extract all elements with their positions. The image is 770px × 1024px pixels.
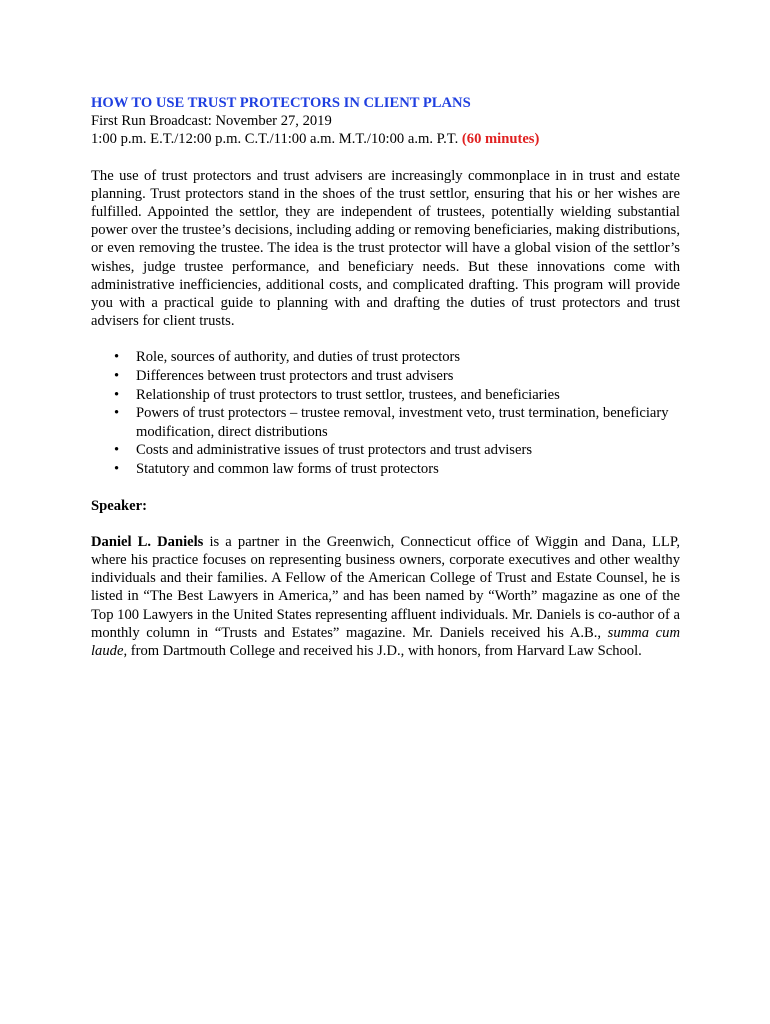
bullet-icon: • bbox=[114, 461, 120, 477]
bullet-icon: • bbox=[114, 386, 120, 403]
list-item bbox=[91, 441, 680, 460]
time-zones: 1:00 p.m. E.T./12:00 p.m. C.T./11:00 a.m. M.T./10:00 a.m. P.T. bbox=[91, 131, 459, 148]
list-item bbox=[91, 348, 680, 367]
topic-text: Powers of trust protectors – trustee removal, investment veto, trust termination, beneficiary modification, direct distributions bbox=[136, 405, 669, 440]
bullet-icon: • bbox=[114, 349, 120, 366]
topic-text: Costs and administrative issues of trust protectors and trust advisers bbox=[136, 442, 532, 459]
broadcast-date: First Run Broadcast: November 27, 2019 bbox=[91, 113, 332, 130]
program-description: The use of trust protectors and trust advisers are increasingly commonplace in in trust and estate planning. Trust protectors stand in the shoes of the trust settlor, ensuring that his or her wishes are fulfilled. Appointed the settlor, they are independent of trustees, potentially wielding substantial power over the trustee’s decisions, including adding or removing beneficiaries, making distributions, or even removing the trustee. The idea is the trust protector will have a global vision of the settlor’s wishes, judge trustee performance, and beneficiary needs. But these innovations come with administrative inefficiencies, additional costs, and complicated drafting. This program will provide you with a practical guide to planning with and drafting the duties of trust protectors and trust advisers for client trusts. bbox=[91, 167, 680, 330]
bio-text-part1: is a partner in the Greenwich, Connecticut office of Wiggin and Dana, LLP, where his practice focuses on representing business owners, corporate executives and other wealthy individuals and their families. A Fellow of the American College of Trust and Estate Counsel, he is listed in “The Best Lawyers in America,” and has been named by “Worth” magazine as one of the Top 100 Lawyers in the United States representing affluent individuals. Mr. Daniels is co-author of a monthly column in “Trusts and Estates” magazine. Mr. Daniels received his A.B., bbox=[91, 533, 680, 641]
topic-text: Relationship of trust protectors to trust settlor, trustees, and beneficiaries bbox=[136, 386, 560, 403]
speaker-name: Daniel L. Daniels bbox=[91, 533, 204, 550]
bullet-icon: • bbox=[114, 442, 120, 459]
duration-label: (60 minutes) bbox=[461, 131, 540, 148]
topic-text: Differences between trust protectors and trust advisers bbox=[136, 368, 454, 385]
speaker-heading: Speaker: bbox=[91, 497, 147, 514]
bullet-icon: • bbox=[114, 368, 120, 385]
program-title: HOW TO USE TRUST PROTECTORS IN CLIENT PLANS bbox=[91, 95, 471, 111]
topic-list bbox=[91, 348, 680, 478]
list-item bbox=[91, 404, 680, 441]
document-page bbox=[91, 94, 680, 660]
topic-text: Statutory and common law forms of trust protectors bbox=[136, 461, 439, 477]
bullet-icon: • bbox=[114, 405, 120, 422]
bio-honor: summa cum laude bbox=[91, 624, 680, 660]
topic-text: Role, sources of authority, and duties of trust protectors bbox=[136, 349, 461, 366]
speaker-bio bbox=[91, 533, 680, 660]
broadcast-times bbox=[91, 130, 680, 148]
list-item bbox=[91, 460, 680, 479]
list-item bbox=[91, 386, 680, 405]
list-item bbox=[91, 367, 680, 386]
bio-text-part2: , from Dartmouth College and received his J.D., with honors, from Harvard Law School. bbox=[123, 643, 642, 660]
